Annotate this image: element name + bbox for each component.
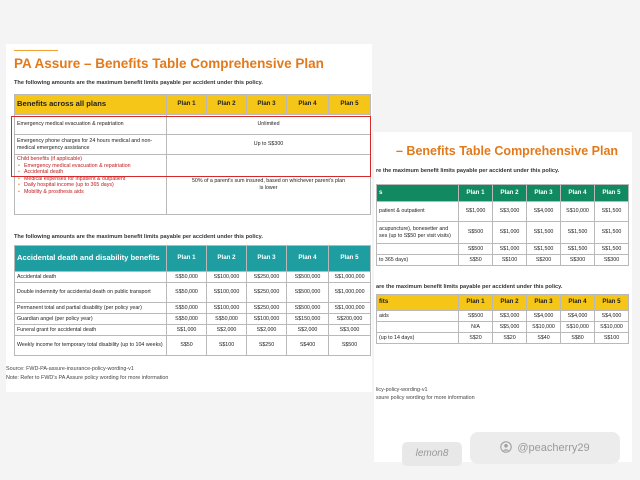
plan-header: Plan 5 xyxy=(595,295,629,311)
plan-header: Plan 5 xyxy=(329,246,371,272)
table-row xyxy=(377,322,629,333)
user-icon xyxy=(500,441,512,456)
cell: S$10,000 xyxy=(595,322,629,333)
table-row xyxy=(377,255,629,266)
cell: S$50,000 xyxy=(207,314,247,325)
cell: S$100,000 xyxy=(207,272,247,283)
cell: S$10,000 xyxy=(527,322,561,333)
cell: S$1,500 xyxy=(595,202,629,222)
cell: S$500 xyxy=(459,222,493,244)
cell: S$50,000 xyxy=(167,314,207,325)
plan-header: Plan 4 xyxy=(561,185,595,202)
row-label: Accidental death xyxy=(15,272,167,283)
table-row xyxy=(377,222,629,244)
table-row xyxy=(15,336,371,356)
plan-header: Plan 5 xyxy=(595,185,629,202)
plan-header: Plan 2 xyxy=(207,95,247,115)
source-note: Source: FWD-PA-assure-insurance-policy-wording-v1 xyxy=(6,366,134,372)
row-label: to 365 days) xyxy=(377,255,459,266)
handle-watermark xyxy=(470,432,620,464)
cell: S$1,000 xyxy=(493,244,527,255)
cell: S$50,000 xyxy=(167,272,207,283)
row-label: aids xyxy=(377,311,459,322)
plan-header: Plan 5 xyxy=(329,95,371,115)
row-label: acupuncture), bonesetter and ses (up to S$50 per visit visits) xyxy=(377,222,459,244)
cell: S$3,000 xyxy=(493,202,527,222)
plan-header: Plan 1 xyxy=(167,246,207,272)
cell: S$50 xyxy=(167,336,207,356)
plan-header: Plan 1 xyxy=(459,185,493,202)
table-header: s xyxy=(377,185,459,202)
cell: S$300 xyxy=(595,255,629,266)
cell: S$1,000,000 xyxy=(329,303,371,314)
cell: S$3,000 xyxy=(329,325,371,336)
cell: S$500 xyxy=(459,244,493,255)
intro-text: The following amounts are the maximum benefit limits payable per accident under this policy. xyxy=(14,234,263,240)
plan-header: Plan 2 xyxy=(493,185,527,202)
plan-header: Plan 3 xyxy=(247,246,287,272)
row-label: Weekly income for temporary total disability (up to 104 weeks) xyxy=(15,336,167,356)
cell: S$1,000 xyxy=(493,222,527,244)
row-label: Double indemnity for accidental death on public transport xyxy=(15,283,167,303)
row-label: Funeral grant for accidental death xyxy=(15,325,167,336)
cell: S$250,000 xyxy=(247,272,287,283)
cell: S$500,000 xyxy=(287,272,329,283)
cell: S$2,000 xyxy=(207,325,247,336)
child-benefits-value: 50% of a parent's sum insured, based on whichever parent's plan is lower xyxy=(167,155,371,215)
cell: S$200 xyxy=(527,255,561,266)
page-title: – Benefits Table Comprehensive Plan xyxy=(396,144,619,158)
front-document xyxy=(6,44,372,392)
cell: S$4,000 xyxy=(527,202,561,222)
cell: S$4,000 xyxy=(595,311,629,322)
row-label: patient & outpatient xyxy=(377,202,459,222)
table-row xyxy=(377,333,629,344)
cell: S$3,000 xyxy=(493,311,527,322)
list-item: • Medical expenses for inpatient & outpatient xyxy=(24,176,164,183)
table-row xyxy=(377,311,629,322)
table-row xyxy=(377,244,629,255)
cell: S$1,000,000 xyxy=(329,272,371,283)
cell: S$50,000 xyxy=(167,303,207,314)
row-label: Emergency phone charges for 24 hours medical and non-medical emergency assistance xyxy=(15,135,167,155)
cell: S$20 xyxy=(459,333,493,344)
list-item: • Emergency medical evacuation & repatriation xyxy=(24,163,164,170)
cell: S$500,000 xyxy=(287,303,329,314)
cell: S$400 xyxy=(287,336,329,356)
plan-header: Plan 4 xyxy=(287,95,329,115)
row-value: Up to S$300 xyxy=(167,135,371,155)
cell: S$150,000 xyxy=(287,314,329,325)
cell: S$300 xyxy=(561,255,595,266)
cell: S$100,000 xyxy=(207,303,247,314)
table-row xyxy=(15,283,371,303)
cell: S$4,000 xyxy=(527,311,561,322)
cell: S$1,500 xyxy=(595,244,629,255)
row-label: Permanent total and partial disability (per policy year) xyxy=(15,303,167,314)
cell: S$1,500 xyxy=(561,244,595,255)
table-header: Benefits across all plans xyxy=(15,95,167,115)
table-header: Accidental death and disability benefits xyxy=(15,246,167,272)
footnote: ssure policy wording for more information xyxy=(376,395,475,401)
cell: S$1,000 xyxy=(459,202,493,222)
table-row xyxy=(377,202,629,222)
page-title: PA Assure – Benefits Table Comprehensive Plan xyxy=(14,56,324,71)
lemon8-logo-watermark: lemon8 xyxy=(402,442,462,466)
accidental-death-table xyxy=(14,245,371,356)
cell: S$1,500 xyxy=(527,244,561,255)
row-label: Emergency medical evacuation & repatriation xyxy=(15,115,167,135)
row-label: (up to 14 days) xyxy=(377,333,459,344)
cell: S$100,000 xyxy=(247,314,287,325)
cell: N/A xyxy=(459,322,493,333)
highlight-box xyxy=(11,116,371,177)
table-row xyxy=(15,272,371,283)
cell: S$250 xyxy=(247,336,287,356)
table-row xyxy=(15,303,371,314)
row-label xyxy=(377,322,459,333)
cell: S$10,000 xyxy=(561,322,595,333)
cell: S$50,000 xyxy=(167,283,207,303)
list-item: • Daily hospital income (up to 365 days) xyxy=(24,182,164,189)
footnote: Note: Refer to FWD's PA Assure policy wording for more information xyxy=(6,375,169,381)
plan-header: Plan 4 xyxy=(561,295,595,311)
table-row xyxy=(15,314,371,325)
cell: S$100 xyxy=(595,333,629,344)
handle-text: @peacherry29 xyxy=(517,442,590,454)
cell: S$100,000 xyxy=(207,283,247,303)
plan-header: Plan 3 xyxy=(527,185,561,202)
cell: S$500,000 xyxy=(287,283,329,303)
intro-text: The following amounts are the maximum benefit limits payable per accident under this policy. xyxy=(14,80,263,86)
cell: S$100 xyxy=(493,255,527,266)
cell: S$1,500 xyxy=(561,222,595,244)
intro-text: re the maximum benefit limits payable per accident under this policy. xyxy=(376,168,560,174)
child-benefits-label: Child benefits (if applicable) xyxy=(17,156,83,162)
table-row xyxy=(15,325,371,336)
cell: S$1,000 xyxy=(167,325,207,336)
table-header: fits xyxy=(377,295,459,311)
plan-header: Plan 2 xyxy=(493,295,527,311)
cell: S$1,000,000 xyxy=(329,283,371,303)
cell: S$100 xyxy=(207,336,247,356)
cell: S$1,500 xyxy=(527,222,561,244)
cell: S$250,000 xyxy=(247,283,287,303)
benefits-table xyxy=(376,294,629,344)
cell: S$40 xyxy=(527,333,561,344)
plan-header: Plan 3 xyxy=(527,295,561,311)
cell: S$250,000 xyxy=(247,303,287,314)
cell: S$500 xyxy=(329,336,371,356)
benefits-table xyxy=(376,184,629,266)
row-label xyxy=(377,244,459,255)
cell: S$500 xyxy=(459,311,493,322)
title-divider xyxy=(14,50,58,51)
cell: S$200,000 xyxy=(329,314,371,325)
cell: S$1,500 xyxy=(595,222,629,244)
cell: S$4,000 xyxy=(561,311,595,322)
cell: S$20 xyxy=(493,333,527,344)
cell: S$80 xyxy=(561,333,595,344)
plan-header: Plan 3 xyxy=(247,95,287,115)
cell: S$2,000 xyxy=(287,325,329,336)
source-note: licy-policy-wording-v1 xyxy=(376,387,428,393)
cell: S$50 xyxy=(459,255,493,266)
plan-header: Plan 2 xyxy=(207,246,247,272)
row-label: Guardian angel (per policy year) xyxy=(15,314,167,325)
back-document xyxy=(374,132,632,462)
plan-header: Plan 1 xyxy=(459,295,493,311)
cell: S$2,000 xyxy=(247,325,287,336)
list-item: • Mobility & prosthesis aids xyxy=(24,189,164,196)
intro-text: are the maximum benefit limits payable per accident under this policy. xyxy=(376,284,563,290)
plan-header: Plan 1 xyxy=(167,95,207,115)
cell: S$10,000 xyxy=(561,202,595,222)
list-item: • Accidental death xyxy=(24,169,164,176)
plan-header: Plan 4 xyxy=(287,246,329,272)
row-value: Unlimited xyxy=(167,115,371,135)
cell: S$5,000 xyxy=(493,322,527,333)
